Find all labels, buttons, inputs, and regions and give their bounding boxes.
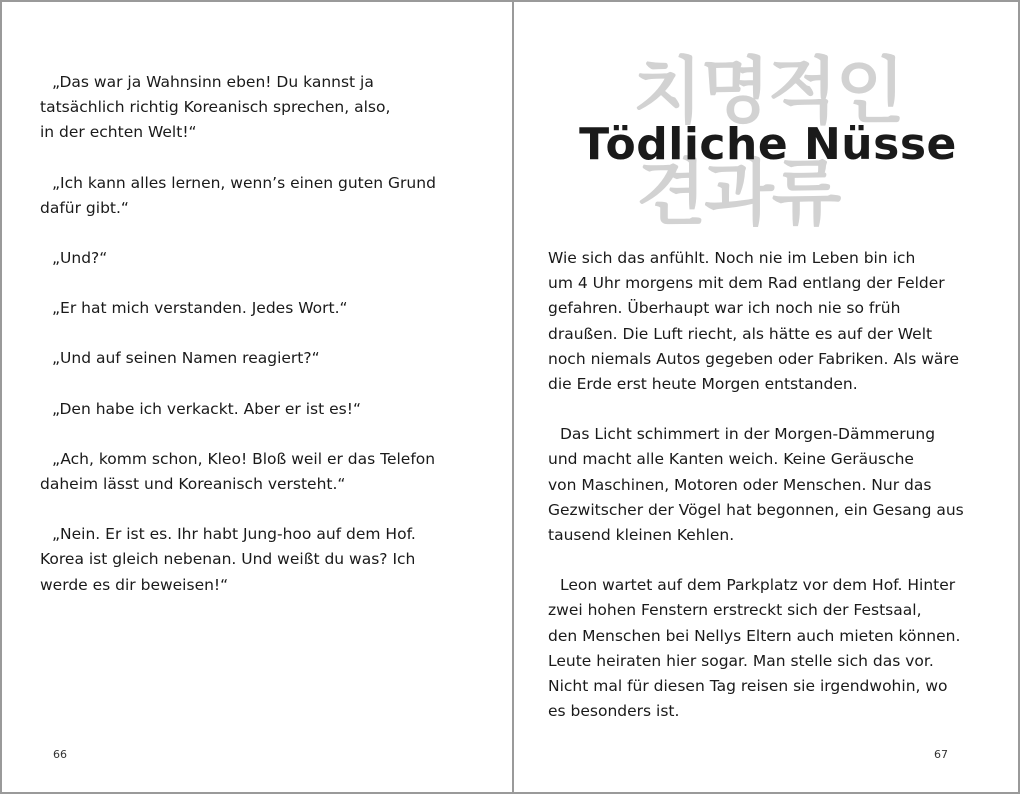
chapter-heading: [548, 49, 988, 235]
korean-title-top: 치명적인: [632, 49, 904, 133]
right-page-text: [548, 246, 988, 749]
left-page: [2, 2, 512, 792]
paragraph: „Und?“: [52, 249, 108, 268]
chapter-title: Tödliche Nüsse: [579, 119, 957, 170]
paragraph: „Und auf seinen Namen reagiert?“: [52, 349, 320, 368]
paragraph: Das Licht schimmert in der Morgen-Dämmerung und macht alle Kanten weich. Keine Geräusche von Maschinen, Motoren oder Menschen. Nur das Gezwitscher der Vögel hat begonnen, ein Gesang aus tausend kleinen Kehlen.: [548, 425, 964, 545]
left-page-text: [40, 70, 480, 623]
korean-title-bottom: 견과류: [636, 151, 840, 235]
paragraph: „Den habe ich verkackt. Aber er ist es!“: [52, 399, 361, 418]
right-page: [514, 2, 1020, 792]
paragraph: „Ich kann alles lernen, wenn’s einen guten Grund dafür gibt.“: [40, 173, 436, 217]
page-number-right: 67: [934, 748, 948, 761]
paragraph: „Er hat mich verstanden. Jedes Wort.“: [52, 299, 348, 318]
paragraph: Leon wartet auf dem Parkplatz vor dem Hof. Hinter zwei hohen Fenstern erstreckt sich der Festsaal, den Menschen bei Nellys Eltern auch mieten können. Leute heiraten hier sogar. Man stelle sich das vor. Nicht mal für diesen Tag reisen sie irgendwohin, wo es besonders ist.: [548, 576, 961, 721]
paragraph: Wie sich das anfühlt. Noch nie im Leben bin ich um 4 Uhr morgens mit dem Rad entlang der Felder gefahren. Überhaupt war ich noch nie so früh draußen. Die Luft riecht, als hätte es auf der Welt noch niemals Autos gegeben oder Fabriken. Als wäre die Erde erst heute Morgen entstanden.: [548, 249, 959, 394]
page-number-left: 66: [53, 748, 67, 761]
paragraph: „Das war ja Wahnsinn eben! Du kannst ja tatsächlich richtig Koreanisch sprechen, also, in der echten Welt!“: [40, 73, 391, 142]
paragraph: „Ach, komm schon, Kleo! Bloß weil er das Telefon daheim lässt und Koreanisch versteht.“: [40, 449, 436, 494]
paragraph: „Nein. Er ist es. Ihr habt Jung-hoo auf dem Hof. Korea ist gleich nebenan. Und weißt du was? Ich werde es dir beweisen!“: [40, 525, 416, 594]
